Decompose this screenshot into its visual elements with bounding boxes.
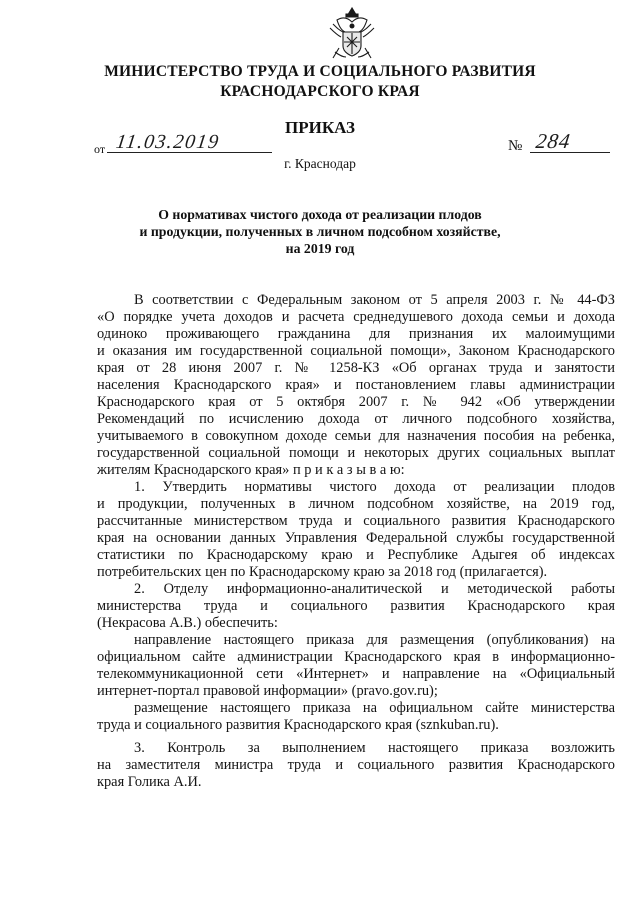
body-line: Краснодарского края от 5 октября 2007 г. № 942 «Об утверждении — [97, 394, 615, 410]
body-line: жителям Краснодарского края» п р и к а з ы в а ю: — [97, 462, 405, 478]
body-line: размещение настоящего приказа на официальном сайте министерства — [134, 700, 615, 716]
body-line: на заместителя министра труда и социального развития Краснодарского — [97, 757, 615, 773]
body-line: 1. Утвердить нормативы чистого дохода от реализации плодов — [134, 479, 615, 495]
body-line: края Голика А.И. — [97, 774, 202, 790]
body-line: одиноко проживающего гражданина для признания их малоимущими — [97, 326, 615, 342]
body-line: официальном сайте администрации Краснодарского края в информационно- — [97, 649, 615, 665]
order-number: 284 — [534, 129, 573, 153]
body-line: министерства труда и социального развития Краснодарского края — [97, 598, 615, 614]
document-title-line3: на 2019 год — [285, 241, 355, 256]
document-title-line1: О нормативах чистого дохода от реализации плодов — [158, 207, 482, 222]
order-title: ПРИКАЗ — [285, 118, 355, 137]
body-line: направление настоящего приказа для размещения (опубликования) на — [134, 632, 615, 648]
body-line: труда и социального развития Краснодарского края (sznkuban.ru). — [97, 717, 499, 733]
ministry-name-line2: КРАСНОДАРСКОГО КРАЯ — [220, 83, 420, 100]
body-line: рассчитанные министерством труда и социального развития Краснодарского — [97, 513, 615, 529]
body-line: (Некрасова А.В.) обеспечить: — [97, 615, 278, 631]
body-line: края от 28 июня 2007 г. № 1258-КЗ «Об органах труда и занятости — [97, 360, 615, 376]
body-line: 2. Отделу информационно-аналитической и методической работы — [134, 581, 615, 597]
body-line: «О порядке учета доходов и расчета среднедушевого дохода семьи и дохода — [97, 309, 615, 325]
body-line: и продукции, полученных в личном подсобном хозяйстве, на 2019 год, — [97, 496, 615, 512]
body-line: края на основании данных Управления Федеральной службы государственной — [97, 530, 615, 546]
krasnodar-krai-coat-of-arms-icon — [327, 6, 377, 62]
body-line: учитываемого в совокупном доходе семьи для назначения пособия на ребенка, — [97, 428, 615, 444]
body-line: телекоммуникационной сети «Интернет» и направление на «Официальный — [97, 666, 615, 682]
document-title-line2: и продукции, полученных в личном подсобном хозяйстве, — [139, 224, 501, 239]
ministry-name-line1: МИНИСТЕРСТВО ТРУДА И СОЦИАЛЬНОГО РАЗВИТИЯ — [104, 63, 536, 80]
body-line: государственной социальной помощи и некоторых других социальных выплат — [97, 445, 615, 461]
body-line: потребительских цен по Краснодарскому краю за 2018 год (прилагается). — [97, 564, 548, 580]
body-line: Рекомендаций по исчислению дохода от личного подсобного хозяйства, — [97, 411, 615, 427]
body-line: населения Краснодарского края» и постановлением главы администрации — [97, 377, 615, 393]
body-line: статистики по Краснодарскому краю и Республике Адыгея об индексах — [97, 547, 615, 563]
body-line: 3. Контроль за выполнением настоящего приказа возложить — [134, 740, 615, 756]
date-label: от — [94, 142, 106, 156]
body-line: и оказания им государственной социальной помощи», Законом Краснодарского — [97, 343, 615, 359]
city: г. Краснодар — [284, 156, 356, 171]
body-line: В соответствии с Федеральным законом от 5 апреля 2003 г. № 44-ФЗ — [134, 292, 615, 308]
body-line: интернет-портал правовой информации» (pravo.gov.ru); — [97, 683, 438, 699]
number-label: № — [508, 138, 523, 154]
order-date: 11.03.2019 — [114, 131, 222, 153]
